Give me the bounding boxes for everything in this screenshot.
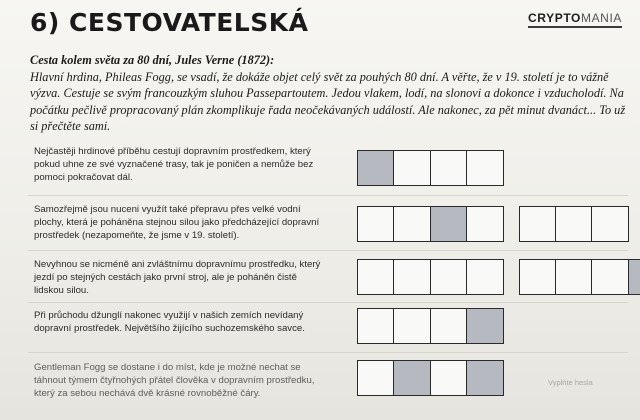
answer-box[interactable] (466, 259, 504, 295)
answer-box[interactable] (357, 308, 395, 344)
page-title: 6) CESTOVATELSKÁ (30, 8, 309, 37)
clue-text-4: Při průchodu džunglí nakonec využijí v našich zemích nevídaný dopravní prostředek. Největšího žijícího suchozemského savce. (34, 310, 305, 334)
intro-heading: Cesta kolem světa za 80 dní, Jules Verne (1872): (30, 53, 275, 67)
clue-text-2: Samozřejmě jsou nuceni využít také přepravu přes velké vodní plochy, která je poháněna stejnou silou jako předcházející dopravní prostředek (nezapomeňte, že jsme v 19. století). (34, 204, 320, 241)
answer-boxes-5 (357, 360, 504, 396)
answer-box[interactable] (591, 206, 629, 242)
answer-box-highlighted[interactable] (466, 308, 504, 344)
answer-box-highlighted[interactable] (466, 360, 504, 396)
answer-box[interactable] (555, 259, 593, 295)
answer-box[interactable] (519, 259, 557, 295)
footnote-text: Vyplňte hesla (548, 378, 593, 387)
answer-box[interactable] (430, 308, 468, 344)
brand-logo (528, 11, 622, 28)
row-divider (28, 352, 628, 353)
answer-box[interactable] (357, 360, 395, 396)
answer-box[interactable] (430, 259, 468, 295)
answer-box[interactable] (393, 150, 431, 186)
answer-box[interactable] (357, 206, 395, 242)
answer-box-highlighted[interactable] (393, 360, 431, 396)
answer-box[interactable] (591, 259, 629, 295)
answer-box[interactable] (519, 206, 557, 242)
intro-paragraph (30, 52, 630, 135)
answer-box[interactable] (430, 150, 468, 186)
row-divider (28, 195, 628, 196)
answer-box[interactable] (393, 259, 431, 295)
brand-logo-bold: CRYPTO (528, 11, 581, 25)
answer-box[interactable] (466, 150, 504, 186)
clue-text-3: Nevyhnou se nicméně ani zvláštnímu dopravnímu prostředku, který jezdí po stejných cestách jako první stroj, ale je poháněn čistě lidskou silou. (34, 259, 321, 296)
answer-boxes-1 (357, 150, 504, 186)
brand-logo-light: MANIA (580, 11, 622, 25)
answer-box-highlighted[interactable] (357, 150, 395, 186)
answer-box-highlighted[interactable] (628, 259, 640, 295)
intro-text: Hlavní hrdina, Phileas Fogg, se vsadí, že dokáže objet celý svět za pouhých 80 dní. A věřte, že v 19. století je to vážně výzva. Cestuje se svým francouzkým sluhou Passepartoutem. Jedou vlakem, lodí, na slonovi a dokonce i vzducholodí. Na počátku pečlivě propracovaný plán zkomplikuje řada neočekávaných událostí. Ale nakonec, za pět minut dvanáct... To už si přečtěte sami. (30, 69, 626, 133)
row-divider (28, 302, 628, 303)
clue-text-5: Gentleman Fogg se dostane i do míst, kde je možné nechat se táhnout týmem čtyřnohých přátel člověka v dopravním prostředku, který za sebou nechává dvě krásné rovnoběžné čáry. (34, 362, 315, 399)
answer-boxes-2 (357, 206, 629, 242)
row-divider (28, 250, 628, 251)
answer-box[interactable] (466, 206, 504, 242)
clue-text-1: Nejčastěji hrdinové příběhu cestují dopravním prostředkem, který pokud uhne ze své vyznačené trasy, tak je poničen a nemůže bez pomoci pokračovat dál. (34, 146, 314, 183)
answer-box[interactable] (393, 308, 431, 344)
answer-box[interactable] (393, 206, 431, 242)
answer-boxes-4 (357, 308, 504, 344)
answer-box[interactable] (430, 360, 468, 396)
answer-box[interactable] (555, 206, 593, 242)
answer-boxes-3 (357, 259, 640, 295)
answer-box[interactable] (357, 259, 395, 295)
answer-box-highlighted[interactable] (430, 206, 468, 242)
